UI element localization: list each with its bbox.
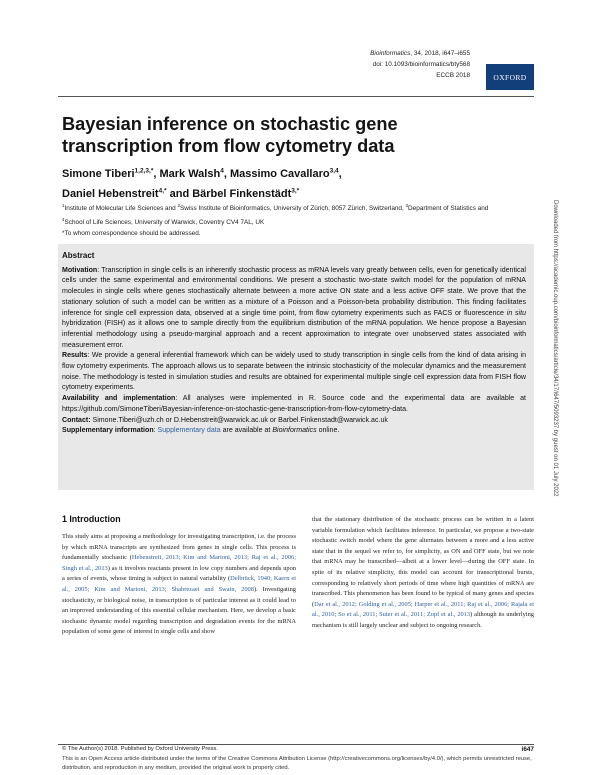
license-text: This is an Open Access article distributed under the terms of the Creative Commons Attribution License (http://creativecommons.org/licenses/by/4.0/), which permits unrestricted reuse, distribution, and reproduction in any medium, provided the original work is properly cited. xyxy=(62,756,532,771)
section-heading: 1 Introduction xyxy=(62,514,121,524)
journal-name: Bioinformatics xyxy=(370,50,411,57)
journal-info xyxy=(340,48,470,81)
header-rule xyxy=(58,96,534,97)
abstract-contact: Contact: Simone.Tiberi@uzh.ch or D.Hebenstreit@warwick.ac.uk or Barbel.Finkenstadt@warwick.ac.uk xyxy=(62,416,388,424)
page-number: i647 xyxy=(521,746,534,753)
abstract-availability: Availability and implementation: All analyses were implemented in R. Source code and the experimental data are available at https://github.com/SimoneTiberi/Bayesian-inference-on-stochastic-gene-transcription-from-flow-cytometry-data. xyxy=(62,395,526,413)
author: Mark Walsh$^4$, xyxy=(159,167,230,180)
doi[interactable]: doi: 10.1093/bioinformatics/bty568 xyxy=(372,61,470,68)
author: Daniel Hebenstreit$^{4,*}$ and xyxy=(62,187,193,201)
abstract xyxy=(62,251,526,437)
copyright: © The Author(s) 2018. Published by Oxford University Press. xyxy=(62,746,218,752)
oxford-logo: OXFORD xyxy=(486,64,534,90)
author-list xyxy=(62,162,482,203)
abstract-motivation: Motivation: Transcription in single cells is an inherently stochastic process as mRNA levels vary greatly between cells, even for genetically identical cells under the same experimental and environmental conditions. We present a stochastic two-state switch model for the population of mRNA molecules in single cells where genes stochastically alternate between a more active ON state and a less active OFF state. We prove that the stationary solution of such a model can be written as a mixture of a Poisson and a Poisson-beta probability distribution. This finding facilitates inference for single cell expression data, observed at a single time point, from flow cytometry experiments such as FACS or fluorescence in situ hybridization (FISH) as it allows one to sample directly from the equilibrium distribution of the mRNA population. We hence propose a Bayesian inferential methodology using a pseudo-marginal approach and a recent approximation to integrate over unobserved states associated with measurement error. xyxy=(62,266,526,349)
correspondence-note: *To whom correspondence should be addressed. xyxy=(62,230,201,237)
footer-rule xyxy=(58,744,534,745)
author: Simone Tiberi$^{1,2,3,*}$, xyxy=(62,167,160,180)
citation-line xyxy=(340,48,470,59)
abstract-results: Results: We provide a general inferential framework which can be widely used to study transcription in single cells from the kind of data arising in flow cytometry experiments. The approach allows us to separate between the intrinsic stochasticity of the molecular dynamics and the measurement noise. The methodology is tested in simulation studies and results are obtained for experimental multiple single cell expression data from FISH flow cytometry experiments. xyxy=(62,352,526,392)
citation: , 34, 2018, i647–i655 xyxy=(410,50,470,57)
supplementary-link[interactable]: Supplementary data xyxy=(157,427,221,435)
citation-link[interactable]: Hebenstreit, 2013; Kim and Marioni, 2013; Raj et al., 2006; Singh et al., 2013 xyxy=(62,554,296,572)
download-note: Downloaded from https://academic.oup.com/bioinformatics/article/34/17/i647/5093237 by guest on 01 July 2022 xyxy=(552,200,558,497)
citation-link[interactable]: Dar et al., 2012; Golding et al., 2005; Harper et al., 2011; Raj et al., 2006; Rajala et al., 2010; So et al., 2011; Suter et al., 2011; Zopf et al., 2013 xyxy=(312,600,534,619)
author: Massimo Cavallaro$^{3,4}$, xyxy=(229,167,342,180)
affiliations: $^1$Institute of Molecular Life Sciences and $^2$Swiss Institute of Bioinformatics, University of Zürich, 8057 Zürich, Switzerland, $^3$Department of Statistics and $^4$School of Life Sciences, University of Warwick, Coventry CV4 7AL, UK xyxy=(62,203,489,227)
intro-left-column: This study aims at proposing a methodology for investigating transcription, i.e. the process by which mRNA transcripts are synthesized from genes in single cells. This process is fundamentally stochastic (Hebenstreit, 2013; Kim and Marioni, 2013; Raj et al., 2006; Singh et al., 2013) as it involves reactants present in low copy numbers and depends upon a series of events, whose timing is subject to natural variability (Delbrück, 1940; Kaern et al., 2005; Kim and Marioni, 2013; Shahrezaei and Swain, 2008). Investigating stochasticity, or biological noise, in transcription is of particular interest as it could lead to an improved understanding of this essential cellular mechanism. Here, we develop a basic stochastic dynamic model regarding transcription and degradation events for the mRNA population of some gene of interest in single cells and show xyxy=(62,533,296,636)
abstract-heading: Abstract xyxy=(62,251,95,260)
citation-link[interactable]: Delbrück, 1940; Kaern et al., 2005; Kim and Marioni, 2013; Shahrezaei and Swain, 2008 xyxy=(62,575,296,593)
conference: ECCB 2018 xyxy=(436,72,470,79)
article-title: Bayesian inference on stochastic gene transcription from flow cytometry data xyxy=(62,114,398,156)
intro-right-column: that the stationary distribution of the stochastic process can be written in a latent variable formulation which facilitates inference. In particular, we propose a two-state stochastic switch model where the gene alternates between a more and a less active state that in the sequel we refer to, for simplicity, as ON and OFF state, but we note that mRNA may be transcribed—albeit at a lower level—during the OFF state. In spite of its relative simplicity, this model can account for transcriptional bursts, corresponding to relatively short periods of time where high quantities of mRNA are transcribed. This phenomenon has been found to be typical of many genes and species (Dar et al., 2012; Golding et al., 2005; Harper et al., 2011; Raj et al., 2006; Rajala et al., 2010; So et al., 2011; Suter et al., 2011; Zopf et al., 2013) although its underlying mechanism is still largely unclear and subject to ongoing research. xyxy=(312,516,534,629)
author: Bärbel Finkenstädt$^{3,*}$ xyxy=(192,187,300,201)
abstract-supplementary: Supplementary information: Supplementary data are available at Bioinformatics online. xyxy=(62,427,340,435)
